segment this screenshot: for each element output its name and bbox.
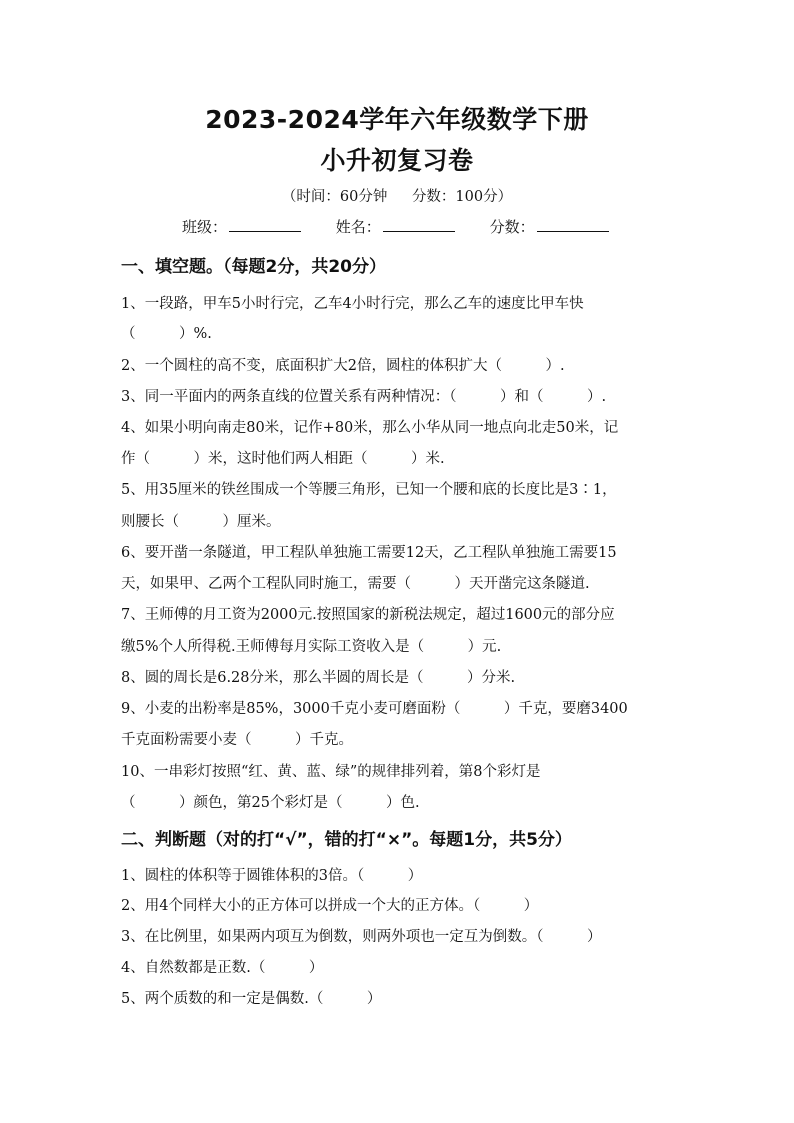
question-line: 8、圆的周长是6.28分米，那么半圆的周长是（ ）分米.: [121, 670, 516, 686]
question-line: 10、一串彩灯按照“红、黄、蓝、绿”的规律排列着，第8个彩灯是: [121, 764, 541, 780]
question-line: 5、用35厘米的铁丝围成一个等腰三角形，已知一个腰和底的长度比是3∶1，: [121, 482, 617, 498]
score-info: 分数：100分）: [411, 189, 513, 205]
question-line: （ ）%.: [121, 326, 212, 342]
class-blank[interactable]: [229, 217, 301, 232]
exam-title: 2023-2024学年六年级数学下册: [205, 105, 589, 134]
judgment-line: 5、两个质数的和一定是偶数.（ ）: [121, 991, 382, 1007]
question-line: 缴5%个人所得税.王师傅每月实际工资收入是（ ）元.: [121, 639, 502, 655]
score-blank[interactable]: [537, 217, 609, 232]
question-line: 2、一个圆柱的高不变，底面积扩大2倍，圆柱的体积扩大（ ）.: [121, 358, 565, 374]
name-field: [336, 216, 455, 237]
judgment-line: 3、在比例里，如果两内项互为倒数，则两外项也一定互为倒数。（ ）: [121, 929, 602, 945]
section2-heading: 二、判断题（对的打“√”，错的打“×”。每题1分，共5分）: [121, 830, 572, 850]
question-line: 9、小麦的出粉率是85%，3000千克小麦可磨面粉（ ）千克，要磨3400: [121, 701, 628, 717]
score-field: [490, 216, 609, 237]
question-line: （ ）颜色，第25个彩灯是（ ）色.: [121, 795, 420, 811]
time-info: （时间：60分钟: [281, 189, 388, 205]
class-field: [182, 216, 301, 237]
question-line: 作（ ）米，这时他们两人相距（ ）米.: [121, 451, 445, 467]
judgment-line: 1、圆柱的体积等于圆锥体积的3倍。（ ）: [121, 868, 423, 884]
question-line: 4、如果小明向南走80米，记作+80米，那么小华从同一地点向北走50米，记: [121, 420, 619, 436]
exam-meta: [0, 185, 794, 206]
student-info-row: [182, 216, 639, 237]
question-line: 千克面粉需要小麦（ ）千克。: [121, 732, 353, 748]
name-blank[interactable]: [383, 217, 455, 232]
question-line: 6、要开凿一条隧道，甲工程队单独施工需要12天，乙工程队单独施工需要15: [121, 545, 617, 561]
question-line: 天，如果甲、乙两个工程队同时施工，需要（ ）天开凿完这条隧道.: [121, 576, 590, 592]
score-label: 分数：: [489, 218, 535, 236]
judgment-line: 2、用4个同样大小的正方体可以拼成一个大的正方体。（ ）: [121, 898, 539, 914]
question-line: 7、王师傅的月工资为2000元.按照国家的新税法规定，超过1600元的部分应: [121, 607, 615, 623]
name-label: 姓名：: [335, 218, 381, 236]
question-line: 则腰长（ ）厘米。: [121, 514, 281, 530]
section1-heading: 一、填空题。（每题2分，共20分）: [121, 257, 386, 277]
judgment-line: 4、自然数都是正数.（ ）: [121, 960, 324, 976]
question-line: 1、一段路，甲车5小时行完，乙车4小时行完，那么乙车的速度比甲车快: [121, 296, 584, 312]
question-line: 3、同一平面内的两条直线的位置关系有两种情况：（ ）和（ ）.: [121, 389, 607, 405]
exam-subtitle: 小升初复习卷: [320, 146, 474, 175]
class-label: 班级：: [182, 218, 228, 236]
